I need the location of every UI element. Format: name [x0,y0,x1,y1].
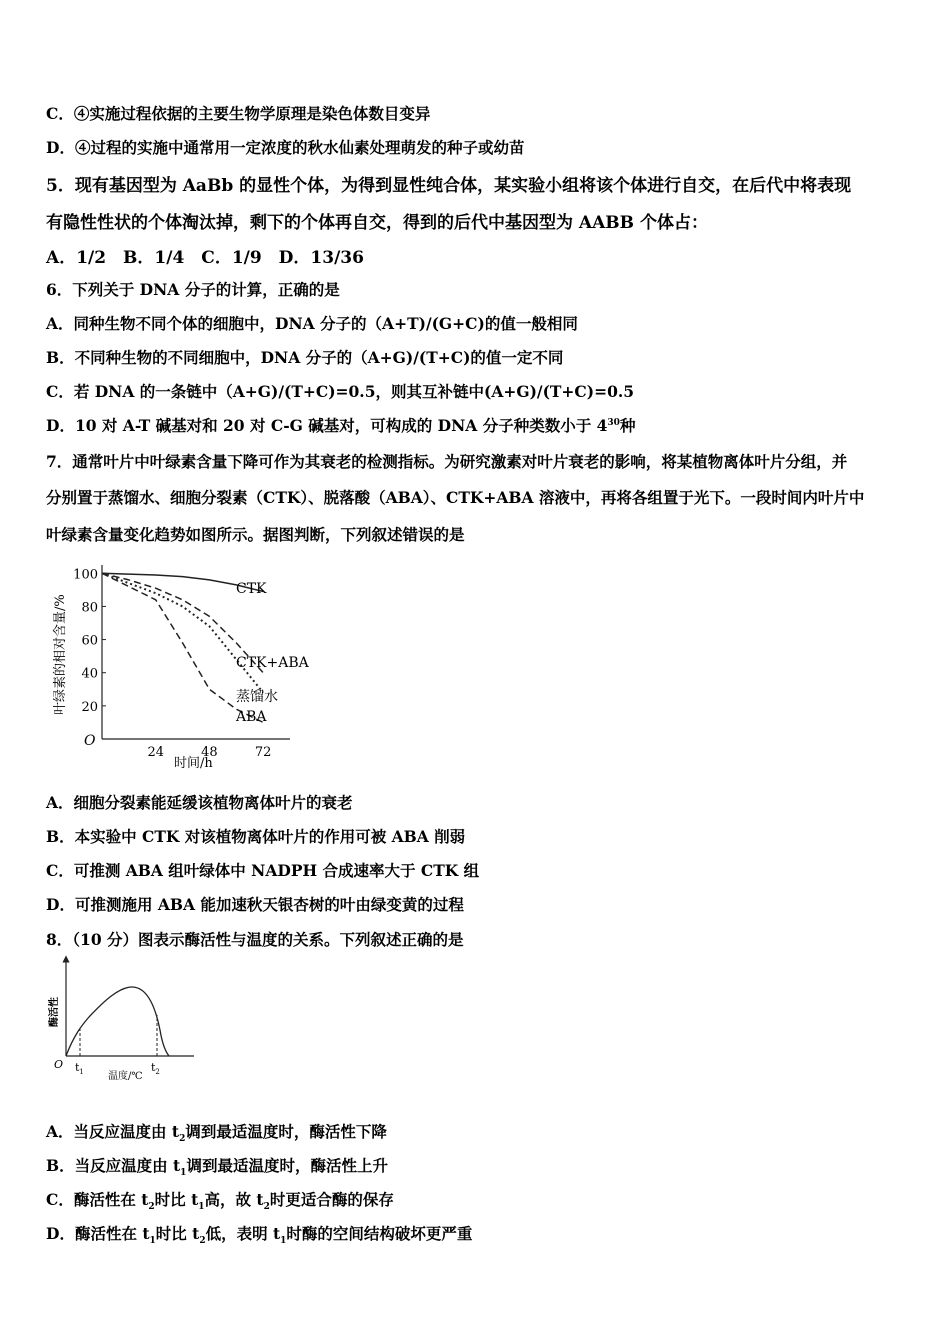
question-5-options: A．1/2 B．1/4 C．1/9 D．13/36 [46,248,364,268]
chart1-ytick: 20 [81,699,98,715]
q8d-sub-1: 1 [149,1236,156,1247]
q8d-part-d: 时酶的空间结构破坏更严重 [286,1224,473,1243]
question-7-option-c: C．可推测 ABA 组叶绿体中 NADPH 合成速率大于 CTK 组 [46,861,480,880]
chart1-ylabel: 叶绿素的相对含量/% [53,594,68,715]
chart2-ylabel: 酶活性 [49,997,60,1027]
q6d-text: D．10 对 A-T 碱基对和 20 对 C-G 碱基对，可构成的 DNA 分子种类数小于 4 [46,416,608,435]
q8b-sub: 1 [180,1168,187,1179]
chart1-xtick: 48 [201,745,218,760]
question-5-line-1: 5．现有基因型为 AaBb 的显性个体，为得到显性纯合体，某实验小组将该个体进行自交，在后代中将表现 [46,176,852,196]
question-6: 6．下列关于 DNA 分子的计算，正确的是 [46,280,340,299]
question-7-line-2: 分别置于蒸馏水、细胞分裂素（CTK）、脱落酸（ABA）、CTK+ABA 溶液中，再将各组置于光下。一段时间内叶片中 [46,488,865,507]
chart1-xlabel: 时间/h [174,756,213,771]
chart2-origin: O [54,1058,64,1071]
q8c-part-d: 时更适合酶的保存 [269,1190,394,1209]
question-6-option-d [46,414,635,436]
question-7-option-b: B．本实验中 CTK 对该植物离体叶片的作用可被 ABA 削弱 [46,827,466,846]
q8d-sub-2: 2 [199,1236,206,1247]
chart2-t2: $t_2$ [151,1061,160,1076]
q8d-part-b: 时比 t [155,1224,200,1243]
enzyme-activity-chart [44,955,224,1085]
q8a-text: A．当反应温度由 t [46,1122,180,1141]
q6d-text-end: 种 [619,416,636,435]
question-8-option-d [46,1222,472,1246]
question-7-line-1: 7．通常叶片中叶绿素含量下降可作为其衰老的检测指标。为研究激素对叶片衰老的影响，将某植物离体叶片分组，并 [46,452,848,471]
chart1-ytick: 80 [81,600,98,616]
chart1-xtick: 72 [254,745,272,760]
q8c-part-a: C．酶活性在 t [46,1190,149,1209]
q8c-sub-1: 2 [148,1202,155,1213]
question-6-option-a: A．同种生物不同个体的细胞中，DNA 分子的（A+T)/(G+C)的值一般相同 [46,314,578,333]
q8b-text: B．当反应温度由 t [46,1156,181,1175]
q8a-sub: 2 [179,1134,186,1145]
chart1-series-label: CTK+ABA [236,655,309,671]
question-5-line-2: 有隐性性状的个体淘汰掉，剩下的个体再自交，得到的后代中基因型为 AABB 个体占： [46,213,708,233]
question-7-line-3: 叶绿素含量变化趋势如图所示。据图判断，下列叙述错误的是 [46,525,465,544]
q8c-sub-3: 2 [263,1202,270,1213]
q8b-text-end: 调到最适温度时，酶活性上升 [186,1156,388,1175]
question-8-option-a [46,1120,387,1144]
chart1-series-label: CTK [236,581,267,597]
question-6-option-c: C．若 DNA 的一条链中（A+G)/(T+C)=0.5，则其互补链中(A+G)/(T+C)=0.5 [46,382,635,401]
chart2-t1: $t_1$ [75,1061,84,1076]
option-d-prev: D．④过程的实施中通常用一定浓度的秋水仙素处理萌发的种子或幼苗 [46,138,525,157]
q8d-sub-3: 1 [280,1236,287,1247]
question-8-option-b [46,1154,388,1178]
question-7-option-d: D．可推测施用 ABA 能加速秋天银杏树的叶由绿变黄的过程 [46,895,464,914]
q8c-part-b: 时比 t [154,1190,199,1209]
chart1-xtick: 24 [147,745,164,760]
question-8-option-c [46,1188,394,1212]
q8d-part-c: 低，表明 t [205,1224,281,1243]
chart1-origin: O [84,733,96,749]
question-7-option-a: A．细胞分裂素能延缓该植物离体叶片的衰老 [46,793,353,812]
enzyme-activity-curve [66,987,169,1056]
q6d-sup: 30 [607,417,620,428]
q8d-part-a: D．酶活性在 t [46,1224,150,1243]
chart1-ytick: 40 [81,666,98,682]
q8c-part-c: 高，故 t [204,1190,264,1209]
q8c-sub-2: 1 [198,1202,205,1213]
chart1-series-label: ABA [236,709,267,725]
chart2-xlabel: 温度/℃ [108,1071,143,1082]
option-c-prev: C．④实施过程依据的主要生物学原理是染色体数目变异 [46,104,431,123]
chart1-series-label: 蒸馏水 [236,689,278,705]
chlorophyll-chart [44,555,344,780]
chart1-ytick: 100 [73,567,98,583]
q8a-text-end: 调到最适温度时，酶活性下降 [185,1122,387,1141]
chart1-ytick: 60 [81,633,98,649]
question-8: 8．（10 分）图表示酶活性与温度的关系。下列叙述正确的是 [46,930,464,949]
question-6-option-b: B．不同种生物的不同细胞中，DNA 分子的（A+G)/(T+C)的值一定不同 [46,348,564,367]
